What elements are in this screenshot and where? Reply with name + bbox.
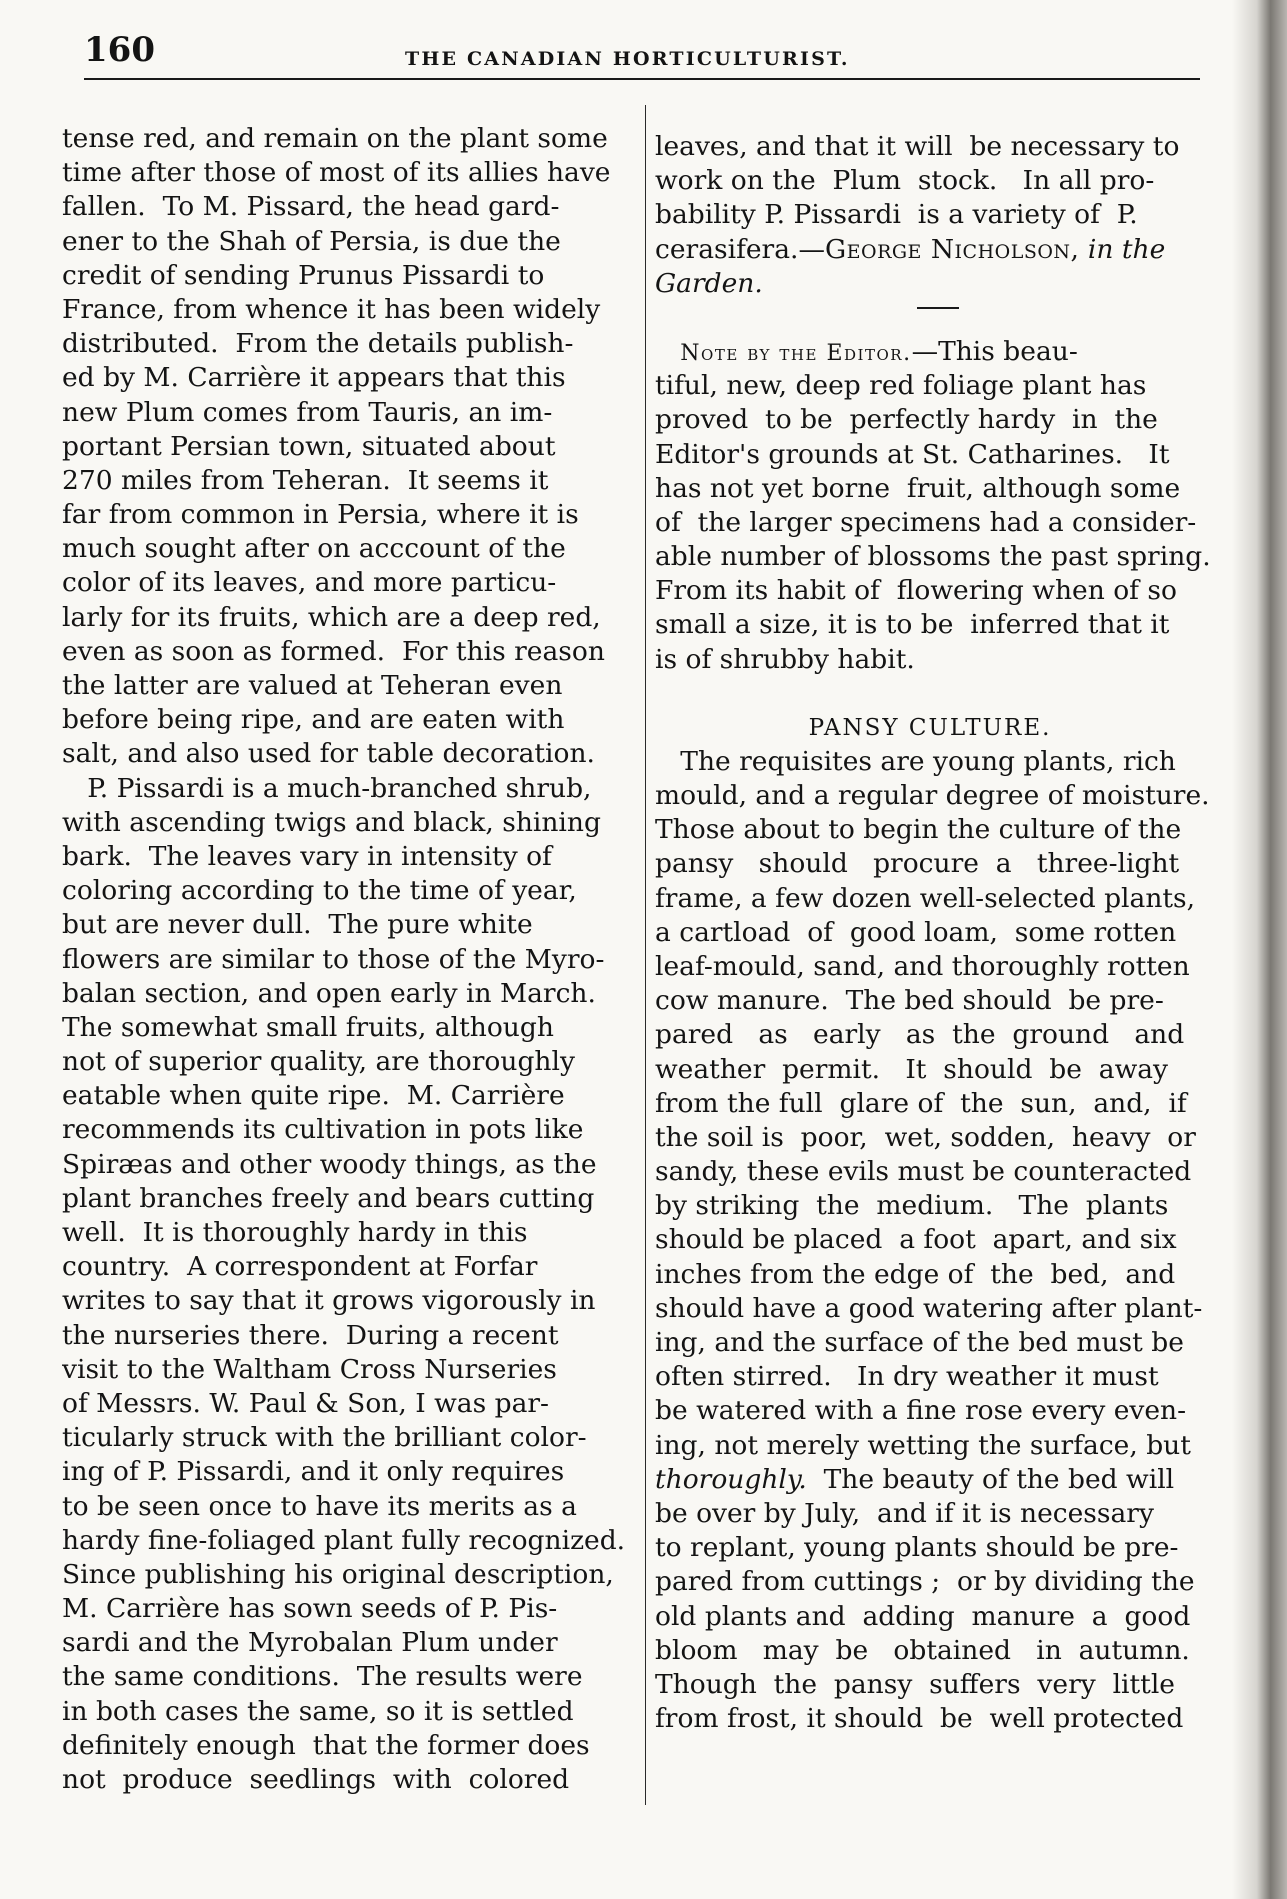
text-line: much sought after on acccount of the [62,533,566,565]
text-line: leaves, and that it will be necessary to [655,131,1180,162]
left-column-lines [62,122,627,1797]
spacer [655,309,1215,335]
text-line: plant branches freely and bears cutting [62,1182,595,1214]
text-line: to replant, young plants should be pre- [655,1532,1179,1564]
text-line: writes to say that it grows vigorously in [62,1285,596,1317]
section-title: PANSY CULTURE. [808,714,1052,741]
text-line: with ascending twigs and black, shining [62,806,601,838]
text-line: the nurseries there. During a recent [62,1319,559,1351]
text-line: Spiræas and other woody things, as the [62,1148,597,1180]
attribution-tail: cerasifera.— [655,233,825,265]
page-number: 160 [84,30,155,70]
text-line: sandy, these evils must be counteracted [655,1156,1192,1188]
left-column [62,122,627,1802]
text-line: eatable when quite ripe. M. Carrière [62,1080,565,1112]
text-line: leaf-mould, sand, and thoroughly rotten [655,950,1190,982]
text-line: pansy should procure a three-light [655,848,1180,880]
text-line: be over by July, and if it is necessary [655,1497,1154,1529]
text-line: credit of sending Prunus Pissardi to [62,259,545,291]
emphasis-line-rest: The beauty of the bed will [806,1463,1175,1495]
text-line: is of shrubby habit. [655,643,915,675]
text-line: tiful, new, deep red foliage plant has [655,370,1147,402]
text-line: from frost, it should be well protected [655,1703,1184,1735]
text-line: time after those of most of its allies have [62,157,611,189]
text-line: be watered with a fine rose every even- [655,1395,1187,1427]
article-end-lines [655,130,1215,233]
text-line: distributed. From the details publish- [62,328,574,360]
text-line: The requisites are young plants, rich [655,745,1176,777]
editor-note-heading: Note by the Editor. [680,340,912,366]
pansy-lines-after [655,1497,1215,1736]
text-line: pared from cuttings ; or by dividing the [655,1566,1195,1598]
text-line: pared as early as the ground and [655,1019,1185,1051]
text-line: not of superior quality, are thoroughly [62,1046,575,1078]
text-line: hardy fine-foliaged plant fully recognized. [62,1524,626,1556]
spacer [655,677,1215,697]
text-line: small a size, it is to be inferred that it [655,609,1170,641]
column-rule [645,105,646,1805]
text-line: larly for its fruits, which are a deep red, [62,601,601,633]
text-line: bloom may be obtained in autumn. [655,1634,1190,1666]
text-line: well. It is thoroughly hardy in this [62,1217,528,1248]
text-line: from the full glare of the sun, and, if [655,1087,1187,1119]
text-line: cow manure. The bed should be pre- [655,985,1164,1017]
editor-note-first-rest: —This beau- [911,335,1078,367]
right-column [655,130,1215,1810]
text-line: should be placed a foot apart, and six [655,1224,1177,1256]
text-line: ing, and the surface of the bed must be [655,1327,1184,1358]
text-line: coloring according to the time of year, [62,875,577,907]
text-line: the latter are valued at Teheran even [62,670,563,701]
text-line: in both cases the same, so it is settled [62,1695,574,1727]
text-line: M. Carrière has sown seeds of P. Pis- [62,1593,558,1625]
editor-note [655,335,1215,677]
text-line: proved to be perfectly hardy in the [655,404,1158,436]
text-line: ed by M. Carrière it appears that this [62,362,566,394]
attribution-author: George Nicholson, [824,233,1080,265]
text-line: ing of P. Pissardi, and it only requires [62,1456,565,1488]
text-line: Though the pansy suffers very little [655,1668,1175,1700]
text-line: weather permit. It should be away [655,1053,1169,1085]
text-line: ticularly struck with the brilliant color- [62,1422,587,1454]
text-line: old plants and adding manure a good [655,1600,1191,1632]
text-line: From its habit of flowering when of so [655,575,1177,607]
text-line: fallen. To M. Pissard, the head gard- [62,191,560,223]
text-line: bark. The leaves vary in intensity of [62,840,552,872]
editor-note-first-line [655,335,1215,369]
attribution-source-line [655,267,1215,301]
running-head: THE CANADIAN HORTICULTURIST. [405,48,850,70]
text-line: color of its leaves, and more particu- [62,567,557,599]
attribution-source-garden: Garden. [655,267,763,299]
editor-note-lines [655,369,1215,677]
text-line: even as soon as formed. For this reason [62,635,605,667]
text-line: balan section, and open early in March. [62,977,596,1009]
text-line: Those about to begin the culture of the [655,814,1182,846]
text-line: of the larger specimens had a consider- [655,506,1197,538]
text-line: definitely enough that the former does [62,1729,590,1761]
text-line: country. A correspondent at Forfar [62,1251,538,1283]
text-line: 270 miles from Teheran. It seems it [62,464,549,496]
text-line: a cartload of good loam, some rotten [655,916,1177,948]
binding-edge [1232,0,1287,1899]
pansy-lines [655,745,1215,1463]
text-line: visit to the Waltham Cross Nurseries [62,1353,557,1385]
attribution-source: in the [1087,233,1166,265]
text-line: recommends its cultivation in pots like [62,1114,584,1146]
header-rule [84,78,1200,80]
text-line: often stirred. In dry weather it must [655,1361,1159,1393]
text-line: the soil is poor, wet, sodden, heavy or [655,1121,1196,1153]
text-line: work on the Plum stock. In all pro- [655,165,1155,197]
pansy-section [655,711,1215,1736]
text-line: tense red, and remain on the plant some [62,123,608,154]
attribution-line [655,233,1215,267]
text-line: but are never dull. The pure white [62,909,533,941]
text-line: to be seen once to have its merits as a [62,1490,577,1522]
text-line: not produce seedlings with colored [62,1764,570,1795]
text-line: inches from the edge of the bed, and [655,1258,1176,1290]
text-line: should have a good watering after plant- [655,1292,1203,1324]
text-line: Since publishing his original description, [62,1558,614,1590]
text-line: ener to the Shah of Persia, is due the [62,225,561,257]
text-line: frame, a few dozen well-selected plants, [655,882,1196,914]
text-line: salt, and also used for table decoration. [62,738,595,770]
text-line: before being ripe, and are eaten with [62,704,565,736]
text-line: portant Persian town, situated about [62,430,556,462]
text-line: The somewhat small fruits, although [62,1011,554,1043]
text-line: the same conditions. The results were [62,1661,583,1693]
text-line: France, from whence it has been widely [62,293,601,325]
text-line: far from common in Persia, where it is [62,499,579,531]
text-line: P. Pissardi is a much-branched shrub, [62,772,592,804]
text-line: ing, not merely wetting the surface, but [655,1429,1191,1461]
text-line: mould, and a regular degree of moisture. [655,780,1210,811]
article-end [655,130,1215,301]
text-line: new Plum comes from Tauris, an im- [62,396,553,428]
text-line: able number of blossoms the past spring. [655,541,1211,573]
text-line: sardi and the Myrobalan Plum under [62,1627,558,1659]
emphasis-line [655,1463,1215,1497]
text-line: Editor's grounds at St. Catharines. It [655,438,1170,470]
text-line: has not yet borne fruit, although some [655,472,1181,504]
text-line: of Messrs. W. Paul & Son, I was par- [62,1387,549,1419]
text-line: flowers are similar to those of the Myro- [62,943,605,975]
text-line: by striking the medium. The plants [655,1190,1169,1222]
emphasis-word: thoroughly. [655,1463,807,1495]
text-line: bability P. Pissardi is a variety of P. [655,199,1138,231]
